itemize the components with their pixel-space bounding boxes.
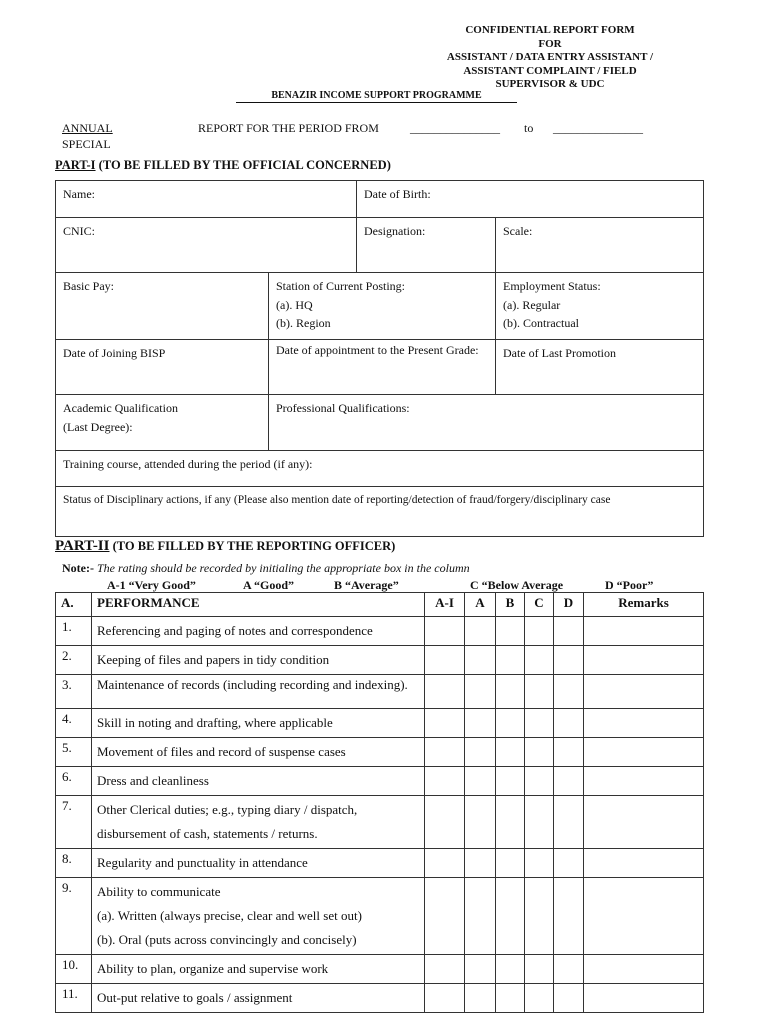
scale-very-good: A-1 “Very Good” xyxy=(107,578,196,592)
name-field[interactable]: Name: xyxy=(56,181,357,218)
rating-cell-d[interactable] xyxy=(554,849,584,878)
table-row xyxy=(56,767,704,796)
rating-cell-b[interactable] xyxy=(496,617,525,646)
rating-cell-b[interactable] xyxy=(496,955,525,984)
rating-cell-b[interactable] xyxy=(496,767,525,796)
rating-cell-b[interactable] xyxy=(496,738,525,767)
table-row xyxy=(56,984,704,1013)
criterion-text: Referencing and paging of notes and correspondence xyxy=(97,623,373,638)
row-number: 1. xyxy=(56,617,92,646)
date-of-last-promotion-field[interactable]: Date of Last Promotion xyxy=(496,340,704,395)
rating-cell-d[interactable] xyxy=(554,955,584,984)
table-row xyxy=(56,709,704,738)
row-number: 11. xyxy=(56,984,92,1013)
rating-cell-a[interactable] xyxy=(465,984,496,1013)
performance-criterion xyxy=(92,849,425,878)
scale-average: B “Average” xyxy=(334,578,399,592)
row-number: 7. xyxy=(56,796,92,849)
rating-cell-b[interactable] xyxy=(496,984,525,1013)
rating-cell-d[interactable] xyxy=(554,878,584,955)
rating-cell-a1[interactable] xyxy=(425,955,465,984)
rating-cell-d[interactable] xyxy=(554,709,584,738)
table-row xyxy=(56,878,704,955)
criterion-text: Out-put relative to goals / assignment xyxy=(97,990,293,1005)
date-of-appointment-field[interactable]: Date of appointment to the Present Grade: xyxy=(269,340,496,395)
part2-title xyxy=(55,538,395,555)
criterion-text: (a). Written (always precise, clear and well set out) xyxy=(97,908,362,923)
rating-cell-c[interactable] xyxy=(525,878,554,955)
row-number: 8. xyxy=(56,849,92,878)
remarks-cell[interactable] xyxy=(584,796,704,849)
station-label: Station of Current Posting: xyxy=(276,279,405,293)
rating-note xyxy=(62,561,470,576)
rating-cell-c[interactable] xyxy=(525,955,554,984)
performance-criterion xyxy=(92,878,425,955)
table-row xyxy=(56,675,704,709)
criterion-text: Dress and cleanliness xyxy=(97,773,209,788)
part1-title-text: (TO BE FILLED BY THE OFFICIAL CONCERNED) xyxy=(95,158,391,172)
rating-cell-c[interactable] xyxy=(525,849,554,878)
rating-cell-a1[interactable] xyxy=(425,617,465,646)
performance-criterion xyxy=(92,646,425,675)
performance-criterion xyxy=(92,675,425,709)
performance-criterion xyxy=(92,984,425,1013)
remarks-cell[interactable] xyxy=(584,617,704,646)
table-row xyxy=(56,849,704,878)
performance-criterion xyxy=(92,738,425,767)
rating-cell-b[interactable] xyxy=(496,849,525,878)
cnic-field[interactable]: CNIC: xyxy=(56,218,357,273)
rating-cell-a[interactable] xyxy=(465,955,496,984)
performance-criterion xyxy=(92,796,425,849)
remarks-cell[interactable] xyxy=(584,646,704,675)
employment-contractual[interactable]: (b). Contractual xyxy=(503,316,579,330)
period-to-field[interactable]: _______________ xyxy=(553,121,643,135)
station-field[interactable] xyxy=(269,273,496,340)
rating-cell-b[interactable] xyxy=(496,709,525,738)
rating-cell-a1[interactable] xyxy=(425,767,465,796)
scale-poor: D “Poor” xyxy=(605,578,654,592)
designation-field[interactable]: Designation: xyxy=(357,218,496,273)
remarks-cell[interactable] xyxy=(584,675,704,709)
station-hq[interactable]: (a). HQ xyxy=(276,297,313,312)
criterion-text: Maintenance of records (including recording and indexing). xyxy=(97,677,408,692)
rating-cell-c[interactable] xyxy=(525,646,554,675)
rating-cell-c[interactable] xyxy=(525,767,554,796)
rating-cell-b[interactable] xyxy=(496,675,525,709)
scale-good: A “Good” xyxy=(243,578,295,592)
table-row xyxy=(56,617,704,646)
criterion-text: Ability to communicate xyxy=(97,884,221,899)
remarks-cell[interactable] xyxy=(584,878,704,955)
basic-pay-field[interactable]: Basic Pay: xyxy=(56,273,269,340)
rating-cell-d[interactable] xyxy=(554,796,584,849)
table-row xyxy=(56,646,704,675)
header-line-2: FOR xyxy=(538,37,562,50)
rating-cell-a[interactable] xyxy=(465,878,496,955)
period-from-field[interactable]: _______________ xyxy=(410,121,500,135)
academic-qualification-sublabel: (Last Degree): xyxy=(63,419,133,434)
col-header-d: D xyxy=(554,593,584,617)
row-number: 9. xyxy=(56,878,92,955)
row-number: 10. xyxy=(56,955,92,984)
employment-status-label: Employment Status: xyxy=(503,279,601,293)
disciplinary-actions-field[interactable]: Status of Disciplinary actions, if any (Please also mention date of reporting/detection of fraud/forgery/disciplinary case xyxy=(56,487,704,537)
rating-cell-a1[interactable] xyxy=(425,738,465,767)
criterion-text: Keeping of files and papers in tidy condition xyxy=(97,652,330,667)
rating-cell-d[interactable] xyxy=(554,675,584,709)
part2-title-text: (TO BE FILLED BY THE REPORTING OFFICER) xyxy=(109,539,396,553)
rating-cell-a[interactable] xyxy=(465,709,496,738)
col-header-performance: PERFORMANCE xyxy=(92,593,425,617)
scale-field[interactable]: Scale: xyxy=(496,218,704,273)
performance-criterion xyxy=(92,617,425,646)
remarks-cell[interactable] xyxy=(584,767,704,796)
criterion-text: Skill in noting and drafting, where applicable xyxy=(97,715,333,730)
header-line-1: CONFIDENTIAL REPORT FORM xyxy=(465,24,635,36)
performance-criterion xyxy=(92,709,425,738)
note-label: Note:- xyxy=(62,561,94,575)
special-option[interactable]: SPECIAL xyxy=(62,137,111,151)
header-line-3: ASSISTANT / DATA ENTRY ASSISTANT / xyxy=(446,51,654,63)
period-to-label: to xyxy=(524,121,534,135)
scale-below-average: C “Below Average xyxy=(470,578,564,592)
rating-cell-d[interactable] xyxy=(554,984,584,1013)
rating-cell-a1[interactable] xyxy=(425,984,465,1013)
academic-qualification-label: Academic Qualification xyxy=(63,401,178,415)
rating-cell-a[interactable] xyxy=(465,675,496,709)
remarks-cell[interactable] xyxy=(584,738,704,767)
col-header-c: C xyxy=(525,593,554,617)
rating-cell-a1[interactable] xyxy=(425,796,465,849)
organization-name: BENAZIR INCOME SUPPORT PROGRAMME xyxy=(236,90,517,103)
rating-cell-d[interactable] xyxy=(554,646,584,675)
rating-cell-a[interactable] xyxy=(465,849,496,878)
dob-field[interactable]: Date of Birth: xyxy=(357,181,704,218)
row-number: 2. xyxy=(56,646,92,675)
rating-cell-c[interactable] xyxy=(525,617,554,646)
criterion-text: Ability to plan, organize and supervise work xyxy=(97,961,329,976)
row-number: 6. xyxy=(56,767,92,796)
professional-qualifications-field[interactable]: Professional Qualifications: xyxy=(269,395,704,451)
rating-cell-c[interactable] xyxy=(525,738,554,767)
date-of-joining-field[interactable]: Date of Joining BISP xyxy=(56,340,269,395)
rating-cell-a1[interactable] xyxy=(425,709,465,738)
col-header-a1: A-I xyxy=(425,593,465,617)
training-course-field[interactable]: Training course, attended during the period (if any): xyxy=(56,451,704,487)
note-text: The rating should be recorded by initialing the appropriate box in the column xyxy=(93,561,470,575)
row-number: 5. xyxy=(56,738,92,767)
criterion-text: Regularity and punctuality in attendance xyxy=(97,855,308,870)
criterion-text: disbursement of cash, statements / returns. xyxy=(97,826,318,841)
remarks-cell[interactable] xyxy=(584,849,704,878)
rating-cell-c[interactable] xyxy=(525,984,554,1013)
row-number: 4. xyxy=(56,709,92,738)
rating-cell-a1[interactable] xyxy=(425,878,465,955)
rating-cell-b[interactable] xyxy=(496,646,525,675)
table-row xyxy=(56,738,704,767)
form-header xyxy=(400,24,700,92)
performance-criterion xyxy=(92,767,425,796)
part1-table xyxy=(55,180,704,537)
employment-regular[interactable]: (a). Regular xyxy=(503,297,561,312)
col-header-a: A xyxy=(465,593,496,617)
remarks-cell[interactable] xyxy=(584,984,704,1013)
criterion-text: Movement of files and record of suspense cases xyxy=(97,744,346,759)
employment-status-field[interactable] xyxy=(496,273,704,340)
col-header-b: B xyxy=(496,593,525,617)
header-line-4: ASSISTANT COMPLAINT / FIELD xyxy=(463,64,637,77)
rating-cell-a[interactable] xyxy=(465,767,496,796)
criterion-text: Other Clerical duties; e.g., typing diary / dispatch, xyxy=(97,802,358,817)
rating-cell-b[interactable] xyxy=(496,796,525,849)
header-line-5: SUPERVISOR & UDC xyxy=(495,78,605,90)
remarks-cell[interactable] xyxy=(584,955,704,984)
rating-cell-a[interactable] xyxy=(465,617,496,646)
rating-cell-d[interactable] xyxy=(554,617,584,646)
rating-cell-d[interactable] xyxy=(554,767,584,796)
academic-qualification-field[interactable] xyxy=(56,395,269,451)
part2-title-label: PART-II xyxy=(55,538,110,554)
col-header-number: A. xyxy=(56,593,92,617)
period-label: REPORT FOR THE PERIOD FROM xyxy=(198,121,379,135)
performance-table xyxy=(55,592,704,1013)
performance-criterion xyxy=(92,955,425,984)
rating-cell-a[interactable] xyxy=(465,646,496,675)
rating-cell-a1[interactable] xyxy=(425,849,465,878)
rating-cell-a1[interactable] xyxy=(425,675,465,709)
station-region[interactable]: (b). Region xyxy=(276,316,331,330)
part1-title xyxy=(55,158,391,173)
part1-title-label: PART-I xyxy=(55,158,96,172)
rating-cell-c[interactable] xyxy=(525,796,554,849)
rating-cell-c[interactable] xyxy=(525,709,554,738)
col-header-remarks: Remarks xyxy=(584,593,704,617)
annual-option[interactable]: ANNUAL xyxy=(62,121,113,135)
rating-cell-c[interactable] xyxy=(525,675,554,709)
rating-cell-b[interactable] xyxy=(496,878,525,955)
criterion-text: (b). Oral (puts across convincingly and concisely) xyxy=(97,932,357,947)
rating-cell-a[interactable] xyxy=(465,738,496,767)
rating-cell-a[interactable] xyxy=(465,796,496,849)
rating-cell-a1[interactable] xyxy=(425,646,465,675)
row-number: 3. xyxy=(56,675,92,709)
table-row xyxy=(56,955,704,984)
rating-cell-d[interactable] xyxy=(554,738,584,767)
remarks-cell[interactable] xyxy=(584,709,704,738)
table-row xyxy=(56,796,704,849)
